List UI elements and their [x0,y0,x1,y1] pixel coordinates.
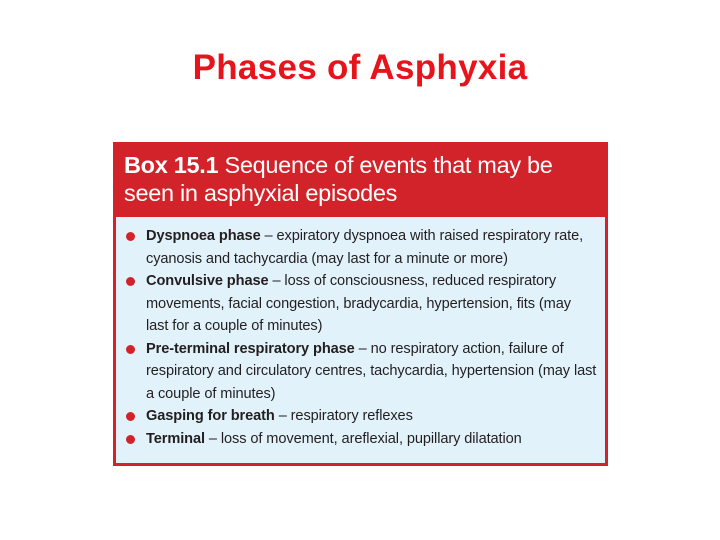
phase-description: – loss of movement, areflexial, pupillary dilatation [204,430,522,447]
list-item-convulsive [124,270,597,338]
list-item-pre-terminal [124,338,597,406]
phase-term: Pre-terminal respiratory phase [146,340,355,357]
bullet-icon [126,232,135,241]
bullet-icon [126,435,135,444]
bullet-icon [126,345,135,354]
phase-term: Gasping for breath [146,408,275,424]
phase-term: Convulsive phase [146,273,269,289]
list-item-gasping [124,405,597,428]
bullet-icon [126,277,135,286]
bullet-icon [126,412,135,421]
phase-description: – respiratory reflexes [274,408,413,424]
slide-title: Phases of Asphyxia [192,48,528,87]
phase-term: Terminal [146,430,205,447]
box-heading: Sequence of events that may be seen in asphyxial episodes [124,152,553,206]
textbook-box [113,142,608,466]
box-header [116,145,605,217]
list-item-dyspnoea [124,225,597,270]
phase-description: – loss of consciousness, reduced respiratory movements, facial congestion, bradycardia, hypertension, fits (may last for a couple of minutes) [146,273,571,334]
phase-list [116,217,605,450]
list-item-terminal [124,428,597,451]
phase-term: Dyspnoea phase [146,228,261,244]
box-label: Box 15.1 [124,152,219,178]
phase-description: – expiratory dyspnoea with raised respiratory rate, cyanosis and tachycardia (may last for a minute or more) [146,228,584,267]
phase-description: – no respiratory action, failure of respiratory and circulatory centres, tachycardia, hypertension (may last a couple of minutes) [146,340,597,402]
